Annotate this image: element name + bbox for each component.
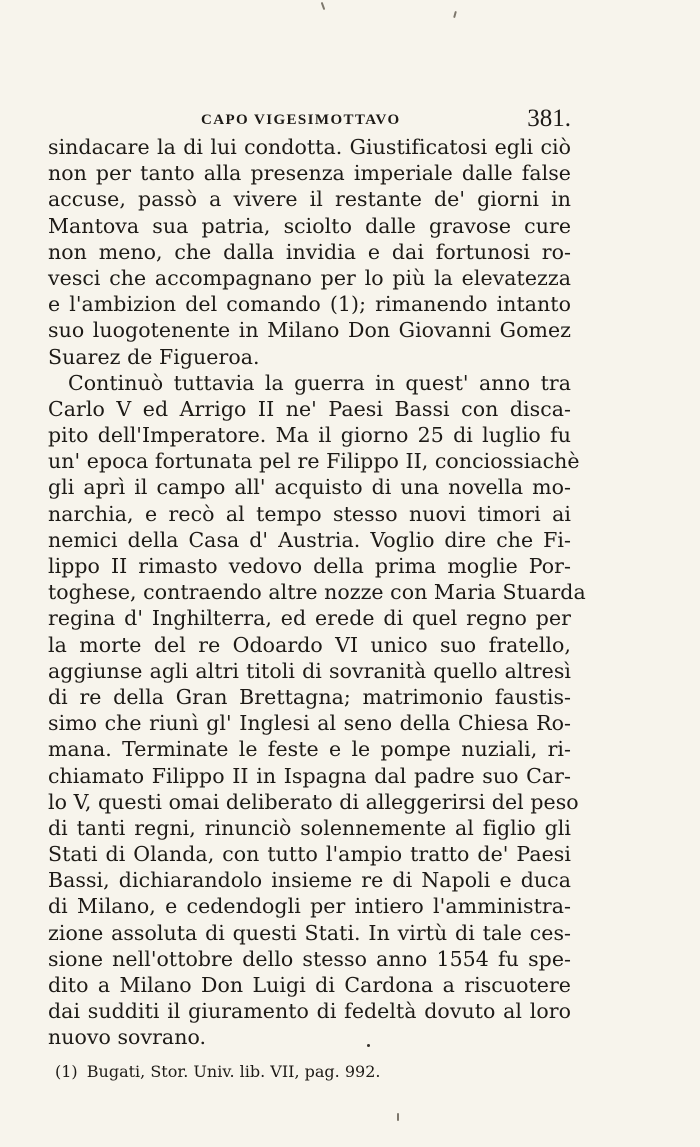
text-line: la morte del re Odoardo VI unico suo fratello, <box>48 632 571 657</box>
running-title: CAPO VIGESIMOTTAVO <box>201 112 401 128</box>
text-line: Mantova sua patria, sciolto dalle gravose cure <box>48 213 571 238</box>
text-line: lippo II rimasto vedovo della prima moglie Por- <box>48 554 571 578</box>
text-line: pito dell'Imperatore. Ma il giorno 25 di luglio fu <box>48 423 571 448</box>
page-header <box>48 106 571 136</box>
text-line: accuse, passò a vivere il restante de' giorni in <box>48 187 571 212</box>
text-line: non meno, che dalla invidia e dai fortunosi ro- <box>48 239 571 264</box>
text-line: suo luogotenente in Milano Don Giovanni Gomez <box>48 318 571 343</box>
text-line: nuovo sovrano. <box>48 1025 207 1050</box>
text-line: aggiunse agli altri titoli di sovranità quello altresì <box>48 658 571 683</box>
text-line: dai sudditi il giuramento di fedeltà dovuto al loro <box>48 999 571 1024</box>
print-dot <box>367 1044 370 1047</box>
text-line: gli aprì il campo all' acquisto di una novella mo- <box>48 475 571 500</box>
text-line: vesci che accompagnano per lo più la elevatezza <box>48 265 571 290</box>
text-line: e l'ambizion del comando (1); rimanendo intanto <box>48 292 571 317</box>
text-line: sindacare la di lui condotta. Giustificatosi egli ciò <box>48 135 571 159</box>
text-line: dito a Milano Don Luigi di Cardona a riscuotere <box>48 973 571 997</box>
text-line: mana. Terminate le feste e le pompe nuziali, ri- <box>48 737 571 762</box>
text-line: Stati di Olanda, con tutto l'ampio tratto de' Paesi <box>48 842 571 867</box>
text-line: simo che riunì gl' Inglesi al seno della Chiesa Ro- <box>48 711 571 736</box>
text-line: non per tanto alla presenza imperiale dalle false <box>48 161 571 186</box>
text-line: di tanti regni, rinunciò solennemente al figlio gli <box>48 815 571 840</box>
body-text <box>48 134 586 1051</box>
text-line: toghese, contraendo altre nozze con Maria Stuarda <box>48 580 586 605</box>
text-line: regina d' Inghilterra, ed erede di quel regno per <box>48 606 571 631</box>
paper-speck <box>453 11 457 18</box>
text-line: zione assoluta di questi Stati. In virtù di tale ces- <box>48 920 571 945</box>
paragraph-first-line: Continuò tuttavia la guerra in quest' anno tra <box>68 370 571 395</box>
paper-speck <box>397 1113 399 1121</box>
footnote-text: Bugati, Stor. Univ. lib. VII, pag. 992. <box>86 1062 381 1081</box>
paper-speck <box>321 2 326 10</box>
text-line: di re della Gran Brettagna; matrimonio faustis- <box>48 684 571 709</box>
text-line: Suarez de Figueroa. <box>48 344 260 369</box>
text-line: di Milano, e cedendogli per intiero l'amministra- <box>48 894 571 919</box>
text-line: sione nell'ottobre dello stesso anno 1554 fu spe- <box>48 946 571 971</box>
page-number: 381. <box>527 105 571 132</box>
text-line: nemici della Casa d' Austria. Voglio dire che Fi- <box>48 527 571 552</box>
text-line: Carlo V ed Arrigo II ne' Paesi Bassi con disca- <box>48 396 571 421</box>
text-line: Bassi, dichiarandolo insieme re di Napoli e duca <box>48 868 571 893</box>
text-line: lo V, questi omai deliberato di alleggerirsi del peso <box>48 789 579 814</box>
text-line: un' epoca fortunata pel re Filippo II, conciossiachè <box>48 449 580 474</box>
text-line: narchia, e recò al tempo stesso nuovi timori ai <box>48 501 571 526</box>
footnote-marker: (1) <box>55 1062 78 1081</box>
text-line: chiamato Filippo II in Ispagna dal padre suo Car- <box>48 763 571 788</box>
footnote <box>48 1063 571 1081</box>
